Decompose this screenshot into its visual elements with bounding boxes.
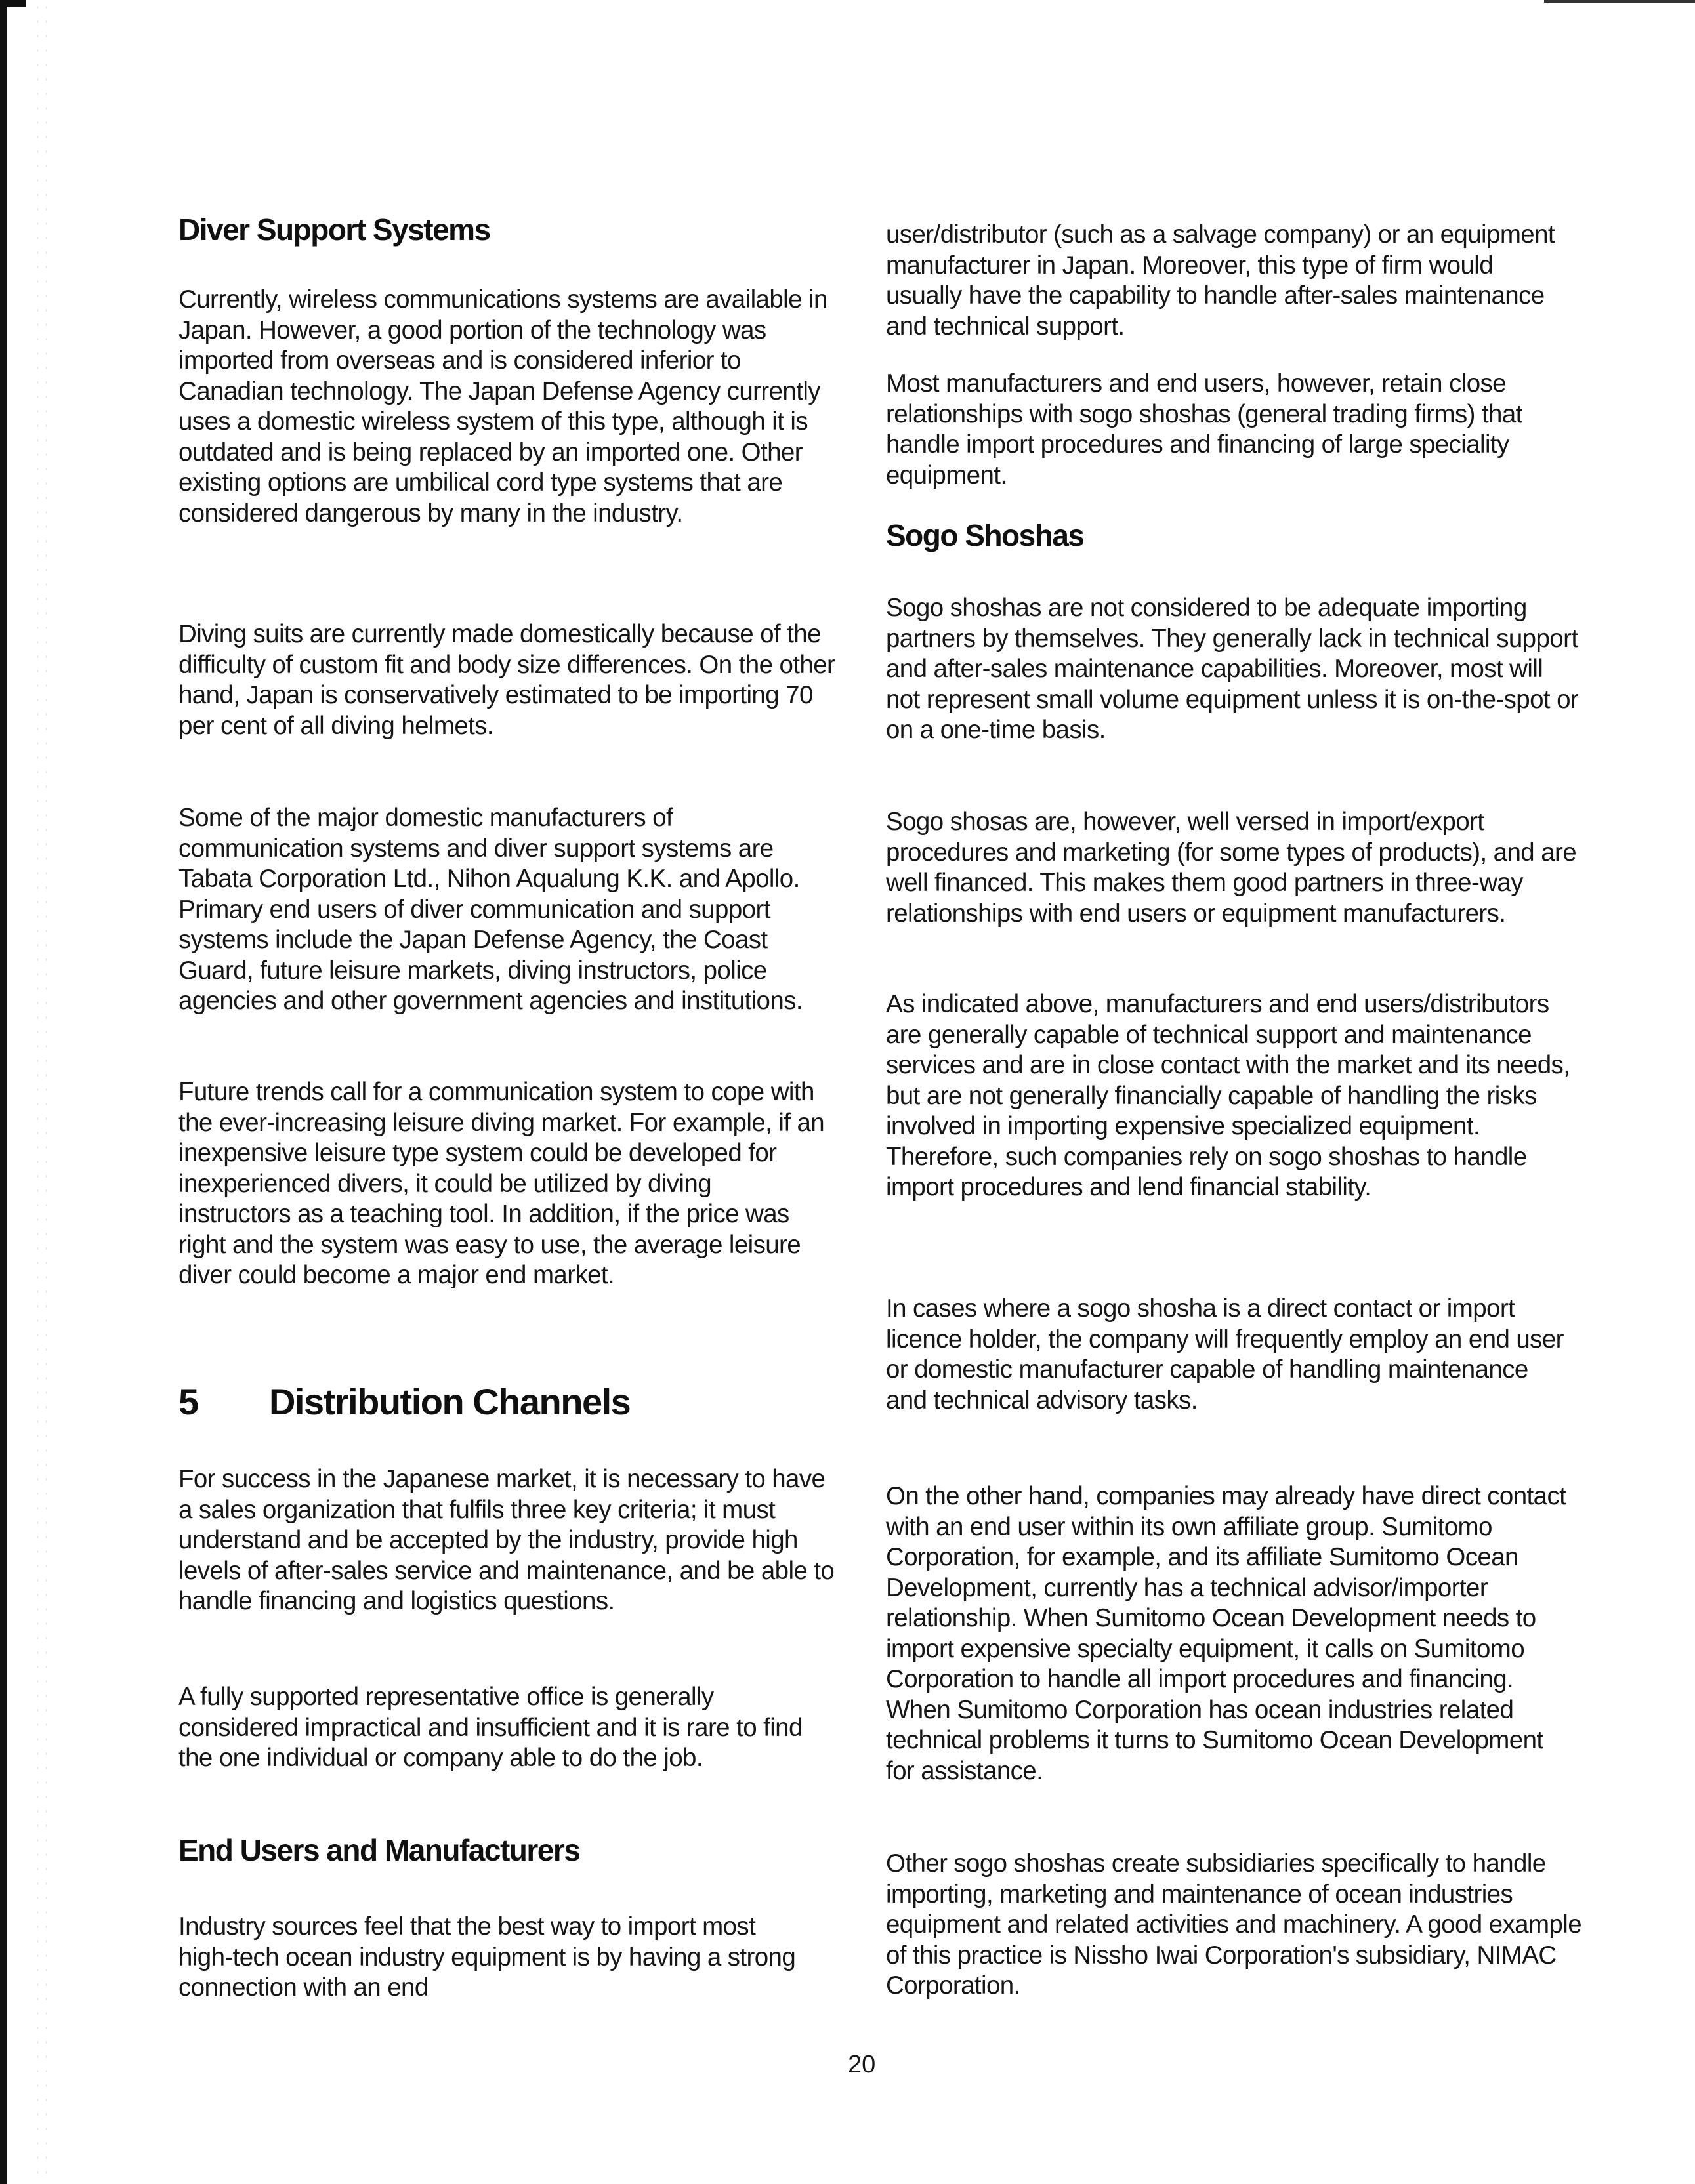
section-title: Distribution Channels: [269, 1381, 631, 1422]
scan-border-top-right: [1544, 0, 1695, 3]
heading-diver-support-systems: Diver Support Systems: [178, 213, 490, 247]
paragraph-future-trends: Future trends call for a communication system to cope with the ever-increasing leisure diving market. For example, if an inexpensive leisure type system could be developed for inexperienced divers, it could be utilized by diving instructors as a teaching tool. In addition, if the price was right and the system was easy to use, the average leisure diver could become a major end market.: [178, 1078, 825, 1289]
paragraph-user-distributor: user/distributor (such as a salvage company) or an equipment manufacturer in Japan. Moreover, this type of firm would usually have the capability to handle after-sales maintenance and technical support.: [886, 220, 1555, 340]
paragraph-industry-sources: Industry sources feel that the best way to import most high-tech ocean industry equipment is by having a strong connection with an end: [178, 1912, 796, 2002]
paragraph-direct-contact: In cases where a sogo shosha is a direct contact or import licence holder, the company will frequently employ an end user or domestic manufacturer capable of handling maintenance and technical advisory tasks.: [886, 1294, 1564, 1414]
paragraph-sumitomo: On the other hand, companies may already have direct contact with an end user within its own affiliate group. Sumitomo Corporation, for example, and its affiliate Sumitomo Ocean Development, currently has a technical advisor/importer relationship. When Sumitomo Ocean Development needs to import expensive specialty equipment, it calls on Sumitomo Corporation to handle all import procedures and financing. When Sumitomo Corporation has ocean industries related technical problems it turns to Sumitomo Ocean Development for assistance.: [886, 1482, 1566, 1785]
section-number: 5: [178, 1381, 198, 1422]
paragraph-sogo-versed: Sogo shosas are, however, well versed in import/export procedures and marketing (for some types of products), and are well financed. This makes them good partners in three-way relationships with end users or equipment manufacturers.: [886, 808, 1577, 928]
section-heading-distribution-channels: [178, 1380, 630, 1424]
page-number: 20: [848, 2051, 876, 2078]
heading-sogo-shoshas: Sogo Shoshas: [886, 518, 1084, 552]
paragraph-diving-suits: Diving suits are currently made domestically because of the difficulty of custom fit and body size differences. On the other hand, Japan is conservatively estimated to be importing 70 per cent of all diving helmets.: [178, 620, 835, 740]
scan-border-left: [0, 0, 7, 2184]
scan-margin-specks: [33, 0, 52, 2184]
scan-border-top-left: [0, 0, 26, 7]
paragraph-domestic-manufacturers: Some of the major domestic manufacturers of communication systems and diver support systems are Tabata Corporation Ltd., Nihon Aqualung K.K. and Apollo. Primary end users of diver communication and support systems include the Japan Defense Agency, the Coast Guard, future leisure markets, diving instructors, police agencies and other government agencies and institutions.: [178, 804, 803, 1015]
paragraph-success-japanese-market: For success in the Japanese market, it is necessary to have a sales organization that fulfils three key criteria; it must understand and be accepted by the industry, provide high levels of after-sales service and maintenance, and be able to handle financing and logistics questions.: [178, 1465, 835, 1615]
heading-end-users-and-manufacturers: End Users and Manufacturers: [178, 1833, 580, 1867]
paragraph-wireless-communications: Currently, wireless communications systems are available in Japan. However, a good portion of the technology was imported from overseas and is considered inferior to Canadian technology. The Japan Defense Agency currently uses a domestic wireless system of this type, although it is outdated and is being replaced by an imported one. Other existing options are umbilical cord type systems that are considered dangerous by many in the industry.: [178, 285, 827, 527]
paragraph-subsidiaries: Other sogo shoshas create subsidiaries specifically to handle importing, marketing and maintenance of ocean industries equipment and related activities and machinery. A good example of this practice is Nissho Iwai Corporation's subsidiary, NIMAC Corporation.: [886, 1849, 1582, 2000]
paragraph-as-indicated: As indicated above, manufacturers and end users/distributors are generally capable of technical support and maintenance services and are in close contact with the market and its needs, but are not generally financially capable of handling the risks involved in importing expensive specialized equipment. Therefore, such companies rely on sogo shoshas to handle import procedures and lend financial stability.: [886, 990, 1570, 1201]
paragraph-most-manufacturers: Most manufacturers and end users, however, retain close relationships with sogo shoshas (general trading firms) that handle import procedures and financing of large speciality equipment.: [886, 369, 1522, 489]
paragraph-sogo-adequacy: Sogo shoshas are not considered to be adequate importing partners by themselves. They generally lack in technical support and after-sales maintenance capabilities. Moreover, most will not represent small volume equipment unless it is on-the-spot or on a one-time basis.: [886, 594, 1579, 744]
paragraph-representative-office: A fully supported representative office is generally considered impractical and insufficient and it is rare to find the one individual or company able to do the job.: [178, 1683, 803, 1772]
